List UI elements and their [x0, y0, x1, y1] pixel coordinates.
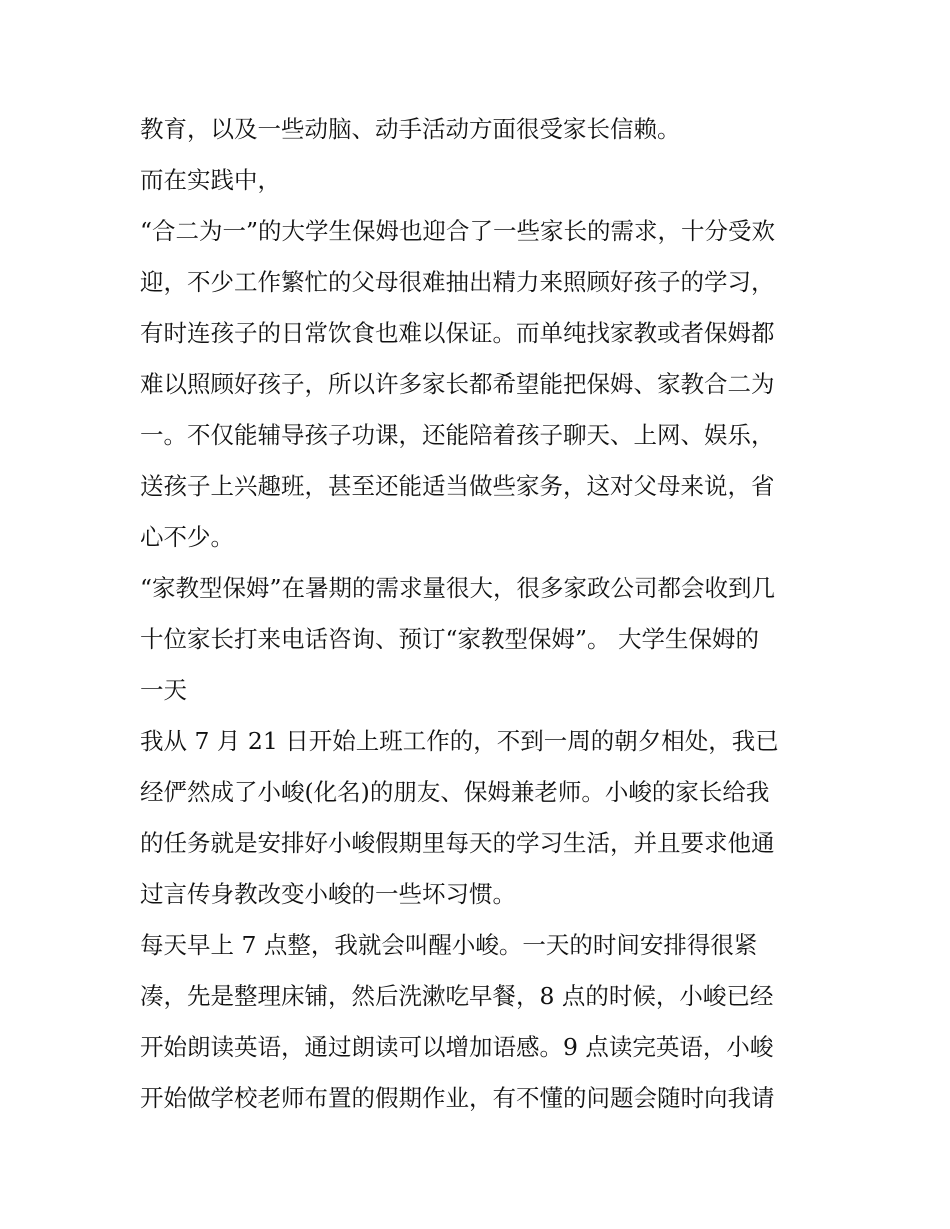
text-line: 一。不仅能辅导孩子功课，还能陪着孩子聊天、上网、娱乐， — [140, 421, 775, 449]
text-line: 经俨然成了小峻(化名)的朋友、保姆兼老师。小峻的家长给我 — [140, 778, 770, 806]
text-line: 迎，不少工作繁忙的父母很难抽出精力来照顾好孩子的学习， — [140, 268, 775, 296]
text-line: 心不少。 — [140, 523, 234, 551]
text-line: 而在实践中， — [140, 166, 281, 194]
text-line: “家教型保姆”在暑期的需求量很大，很多家政公司都会收到几 — [140, 574, 776, 602]
text-line: 凑，先是整理床铺，然后洗漱吃早餐，8 点的时候，小峻已经 — [140, 982, 774, 1010]
text-line: 一天 — [140, 676, 187, 704]
text-line: 我从 7 月 21 日开始上班工作的，不到一周的朝夕相处，我已 — [140, 727, 779, 755]
text-line: “合二为一”的大学生保姆也迎合了一些家长的需求，十分受欢 — [140, 217, 776, 245]
text-line: 有时连孩子的日常饮食也难以保证。而单纯找家教或者保姆都 — [140, 319, 775, 347]
text-line: 难以照顾好孩子，所以许多家长都希望能把保姆、家教合二为 — [140, 370, 775, 398]
text-line: 每天早上 7 点整，我就会叫醒小峻。一天的时间安排得很紧 — [140, 931, 758, 959]
text-line: 十位家长打来电话咨询、预订“家教型保姆”。 大学生保姆的 — [140, 625, 759, 653]
text-line: 开始做学校老师布置的假期作业，有不懂的问题会随时向我请 — [140, 1084, 775, 1112]
body-text — [140, 104, 830, 1124]
text-line: 过言传身教改变小峻的一些坏习惯。 — [140, 880, 516, 908]
text-line: 的任务就是安排好小峻假期里每天的学习生活，并且要求他通 — [140, 829, 775, 857]
text-line: 送孩子上兴趣班，甚至还能适当做些家务，这对父母来说，省 — [140, 472, 775, 500]
text-line: 教育，以及一些动脑、动手活动方面很受家长信赖。 — [140, 115, 681, 143]
text-line: 开始朗读英语，通过朗读可以增加语感。9 点读完英语，小峻 — [140, 1033, 774, 1061]
